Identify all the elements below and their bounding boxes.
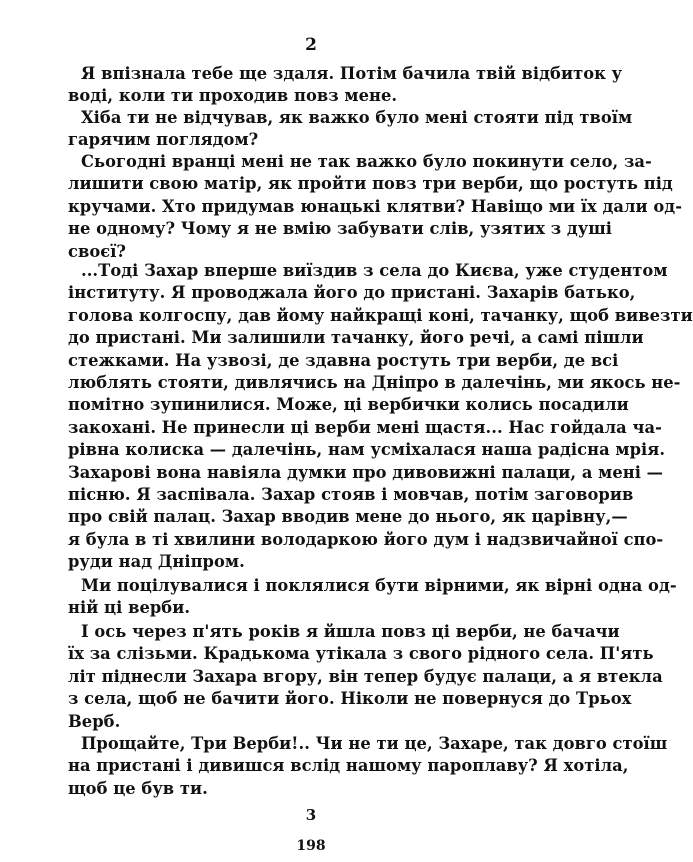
book-page <box>68 0 693 862</box>
text-line: своєї? <box>68 241 127 261</box>
paragraph <box>68 151 683 263</box>
text-line: закохані. Не принесли ці верби мені щастя... Нас гойдала ча- <box>68 417 662 437</box>
paragraph <box>68 107 633 152</box>
text-line: на пристані і дивишся вслід нашому пароплаву? Я хотіла, <box>68 756 629 776</box>
text-line: про свій палац. Захар вводив мене до нього, як царівну,— <box>68 507 628 527</box>
text-line: з села, щоб не бачити його. Ніколи не повернуся до Трьох <box>68 689 632 709</box>
text-line: кручами. Хто придумав юнацькі клятви? Навіщо ми їх дали од- <box>68 196 683 216</box>
paragraph <box>68 260 693 573</box>
text-line: Сьогодні вранці мені не так важко було покинути село, за- <box>81 152 652 171</box>
text-line: воді, коли ти проходив повз мене. <box>68 86 398 106</box>
text-line: стежками. На узвозі, де здавна ростуть три верби, де всі <box>68 350 619 370</box>
text-line: люблять стояти, дивлячись на Дніпро в далечінь, ми якось не- <box>68 372 681 392</box>
text-line: Захарові вона навіяла думки про дивовижні палаци, а мені — <box>68 462 664 482</box>
text-line: щоб це був ти. <box>68 778 208 798</box>
paragraph <box>68 733 668 800</box>
text-line: Ми поцілувалися і поклялися бути вірними, як вірні одна од- <box>81 576 677 595</box>
text-line: інституту. Я проводжала його до пристані. Захарів батько, <box>68 283 636 303</box>
text-line: ...Тоді Захар вперше виїздив з села до Києва, уже студентом <box>81 261 668 280</box>
text-line: Верб. <box>68 711 121 731</box>
text-line: до пристані. Ми залишили тачанку, його речі, а самі пішли <box>68 328 644 348</box>
text-line: помітно зупинилися. Може, ці вербички колись посадили <box>68 395 629 415</box>
text-line: руди над Дніпром. <box>68 552 245 572</box>
text-line: рівна колиска — далечінь, нам усміхалася наша радісна мрія. <box>68 440 666 460</box>
text-line: І ось через п'ять років я йшла повз ці верби, не бачачи <box>81 622 620 641</box>
text-line: не одному? Чому я не вмію забувати слів, узятих з душі <box>68 219 613 239</box>
text-line: Я впізнала тебе ще здаля. Потім бачила твій відбиток у <box>81 64 623 83</box>
text-line: гарячим поглядом? <box>68 130 259 150</box>
text-line: їх за слізьми. Крадькома утікала з свого рідного села. П'ять <box>68 644 654 664</box>
text-line: Хіба ти не відчував, як важко було мені стояти під твоїм <box>81 108 633 127</box>
text-line: голова колгоспу, дав йому найкращі коні, тачанку, щоб вивезти <box>68 305 693 325</box>
text-line: ній ці верби. <box>68 598 191 618</box>
text-line: лишити свою матір, як пройти повз три верби, що ростуть під <box>68 174 673 194</box>
section-number-2: 2 <box>305 35 317 55</box>
text-line: літ піднесли Захара вгору, він тепер будує палаци, а я втекла <box>68 666 663 686</box>
paragraph <box>68 575 677 620</box>
paragraph <box>68 621 663 733</box>
text-line: пісню. Я заспівала. Захар стояв і мовчав, потім заговорив <box>68 484 634 504</box>
text-line: я була в ті хвилини володаркою його дум і надзвичайної спо- <box>68 529 664 549</box>
text-line: Прощайте, Три Верби!.. Чи не ти це, Захаре, так довго стоїш <box>81 734 668 753</box>
paragraph <box>68 63 623 108</box>
page-number: 198 <box>296 838 326 854</box>
section-number-3: 3 <box>305 806 317 824</box>
